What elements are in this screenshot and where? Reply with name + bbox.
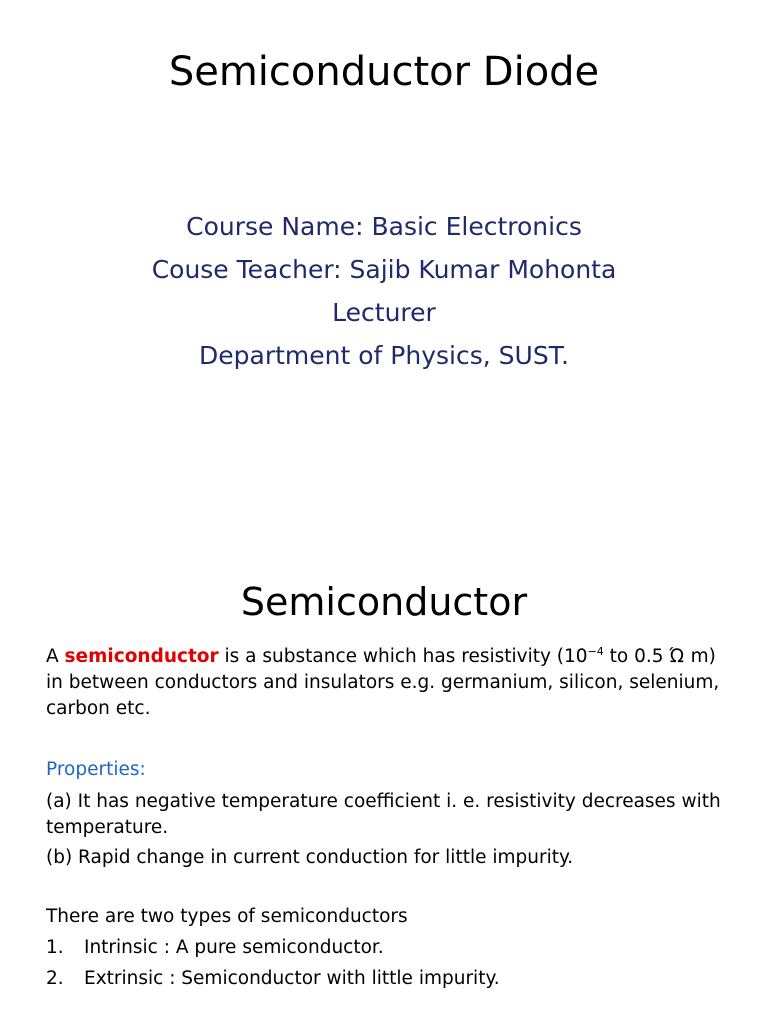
list-number: 1. (46, 937, 64, 958)
slide-title: Semiconductor Diode (168, 49, 600, 95)
list-number: 2. (46, 968, 64, 989)
teacher-designation: Lecturer (332, 298, 436, 327)
course-teacher: Couse Teacher: Sajib Kumar Mohonta (151, 255, 617, 284)
course-info (0, 205, 768, 377)
properties-heading: Properties: (46, 759, 146, 780)
course-name: Course Name: Basic Electronics (186, 212, 582, 241)
definition-paragraph (46, 644, 736, 722)
list-text: Intrinsic : A pure semiconductor. (84, 937, 384, 958)
department: Department of Physics, SUST. (199, 341, 569, 370)
highlighted-term: semiconductor (64, 646, 219, 667)
list-item (46, 935, 736, 961)
list-item (46, 966, 736, 992)
properties-list (46, 789, 736, 875)
semiconductor-slide (0, 512, 768, 1024)
property-item: (a) It has negative temperature coefficient i. e. resistivity decreases with temperature. (46, 791, 721, 838)
definition-text-2: to 0.5 Ώ m) in between conductors and insulators e.g. germanium, silicon, selenium, carbon etc. (46, 646, 720, 719)
slide-title: Semiconductor (240, 580, 528, 624)
definition-prefix: A (46, 646, 65, 667)
types-intro: There are two types of semiconductors (46, 906, 408, 927)
types-list (46, 935, 736, 997)
resistivity-exponent: −4 (587, 644, 604, 658)
definition-text-1: is a substance which has resistivity (10 (218, 646, 588, 667)
list-text: Extrinsic : Semiconductor with little impurity. (84, 968, 500, 989)
property-item: (b) Rapid change in current conduction for little impurity. (46, 847, 574, 868)
